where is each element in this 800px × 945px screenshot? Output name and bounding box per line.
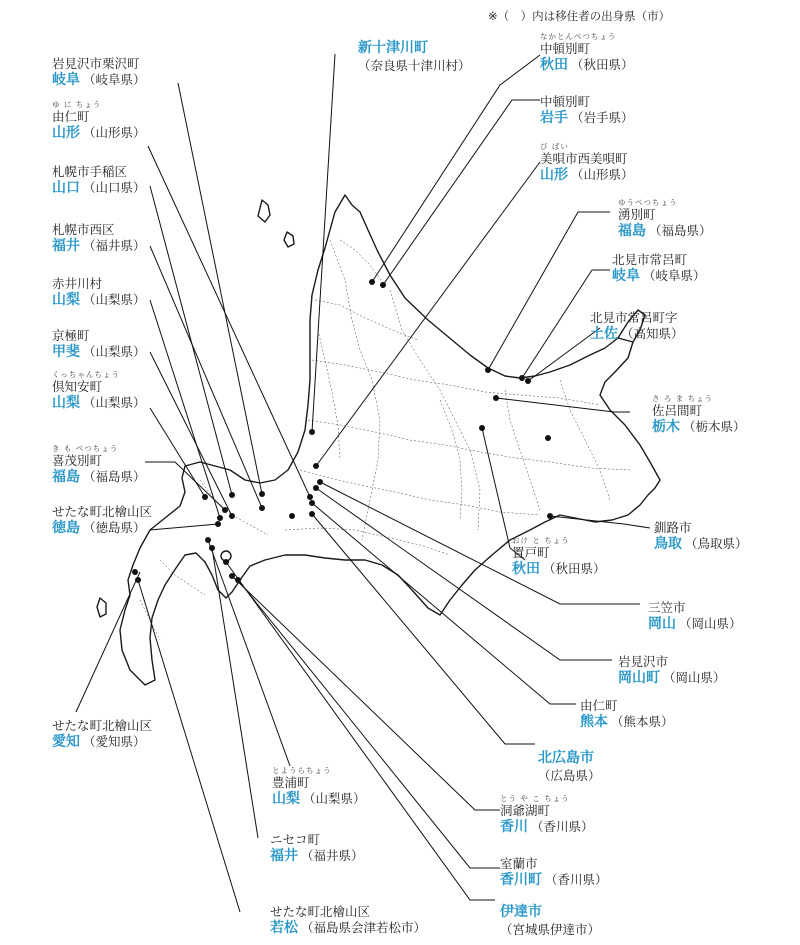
annotation-label <box>52 718 152 751</box>
annotation-label <box>52 56 146 89</box>
origin-detail: （福島県） <box>649 222 712 238</box>
place-name: 岩見沢市栗沢町 <box>52 56 140 71</box>
place-name: せたな町北檜山区 <box>270 904 371 919</box>
annotation-label <box>52 444 146 486</box>
origin-detail: （山梨県） <box>83 343 146 359</box>
origin-detail: （山形県） <box>83 124 146 140</box>
origin-detail: （香川県） <box>545 871 608 887</box>
annotation-label <box>52 100 146 142</box>
origin-detail: （奈良県十津川村） <box>358 57 471 73</box>
origin-highlight: 福島 <box>52 468 80 485</box>
origin-highlight: 山梨 <box>272 790 300 807</box>
origin-highlight: 秋田 <box>540 56 568 73</box>
origin-detail: （岩手県） <box>571 109 634 125</box>
origin-highlight: 山梨 <box>52 394 80 411</box>
annotation-label <box>358 40 471 73</box>
place-name: ニセコ町 <box>270 832 321 847</box>
annotation-label <box>500 856 608 889</box>
furigana: とようらちょう <box>272 766 332 775</box>
origin-detail: （山口県） <box>83 179 146 195</box>
origin-highlight: 山口 <box>52 179 80 196</box>
place-name: 倶知安町 <box>52 379 103 394</box>
place-name: 湧別町 <box>618 207 656 222</box>
furigana: おけ と ちょう <box>512 536 570 545</box>
annotation-label <box>52 504 152 537</box>
origin-detail: （岐阜県） <box>83 71 146 87</box>
place-name: 岩見沢市 <box>618 654 669 669</box>
origin-highlight: 山形 <box>540 166 568 183</box>
annotation-label <box>540 32 634 74</box>
annotation-label <box>52 328 146 361</box>
annotation-label <box>52 222 146 255</box>
origin-highlight: 若松 <box>270 919 298 936</box>
origin-detail: （鳥取県） <box>685 535 748 551</box>
annotation-label <box>612 252 706 285</box>
origin-detail: （岐阜県） <box>643 267 706 283</box>
origin-highlight: 福島 <box>618 222 646 239</box>
place-name: 三笠市 <box>648 600 686 615</box>
origin-detail: （山形県） <box>571 166 634 182</box>
origin-highlight: 山形 <box>52 124 80 141</box>
place-name: 京極町 <box>52 328 90 343</box>
legend-note: ※（ ）内は移住者の出身県（市） <box>488 9 671 23</box>
origin-detail: （福井県） <box>83 237 146 253</box>
place-name: 北見市常呂町字 <box>590 310 678 325</box>
origin-highlight: 福井 <box>270 847 298 864</box>
origin-detail: （山梨県） <box>83 394 146 410</box>
place-name: 赤井川村 <box>52 276 103 291</box>
origin-highlight: 香川 <box>500 818 528 835</box>
origin-highlight: 北広島市 <box>538 750 594 766</box>
origin-detail: （栃木県） <box>683 418 746 434</box>
place-name: 豊浦町 <box>272 775 310 790</box>
annotation-label <box>654 520 748 553</box>
annotation-label <box>52 276 146 309</box>
origin-detail: （福島県） <box>83 468 146 484</box>
origin-highlight: 岡山 <box>648 615 676 632</box>
furigana: さ ろ ま ちょう <box>652 394 714 403</box>
annotation-label <box>272 766 366 808</box>
origin-detail: （高知県） <box>621 325 684 341</box>
annotation-label <box>52 164 146 197</box>
annotation-label <box>540 94 634 127</box>
origin-highlight: 甲斐 <box>52 343 80 360</box>
origin-highlight: 新十津川町 <box>358 40 428 56</box>
annotation-label <box>618 654 726 687</box>
origin-highlight: 徳島 <box>52 519 80 536</box>
origin-detail: （岡山県） <box>663 669 726 685</box>
annotation-label <box>52 370 146 412</box>
origin-detail: （広島県） <box>538 767 601 783</box>
place-name: 釧路市 <box>654 520 692 535</box>
place-name: 喜茂別町 <box>52 453 103 468</box>
place-name: 中頓別町 <box>540 41 591 56</box>
origin-detail: （宮城県伊達市） <box>500 921 601 937</box>
origin-detail: （山梨県） <box>303 790 366 806</box>
annotation-label <box>540 142 634 184</box>
origin-highlight: 岐阜 <box>612 267 640 284</box>
origin-highlight: 岩手 <box>540 109 568 126</box>
place-name: 美唄市西美唄町 <box>540 151 628 166</box>
place-name: 室蘭市 <box>500 856 538 871</box>
furigana: び ばい <box>540 142 569 151</box>
origin-highlight: 山梨 <box>52 291 80 308</box>
place-name: 札幌市西区 <box>52 222 115 237</box>
origin-highlight: 岐阜 <box>52 71 80 88</box>
origin-highlight: 熊本 <box>580 713 608 730</box>
origin-detail: （山梨県） <box>83 291 146 307</box>
place-name: せたな町北檜山区 <box>52 504 153 519</box>
furigana: くっちゃんちょう <box>52 370 120 379</box>
place-name: 由仁町 <box>580 698 618 713</box>
origin-detail: （徳島県） <box>83 519 146 535</box>
annotation-label <box>270 904 426 937</box>
furigana: ゆ に ちょう <box>52 100 102 109</box>
origin-detail: （福島県会津若松市） <box>301 919 427 935</box>
origin-highlight: 伊達市 <box>500 904 542 920</box>
annotation-label <box>618 198 712 240</box>
offshore-island <box>284 232 294 247</box>
place-name: 札幌市手稲区 <box>52 164 128 179</box>
offshore-island <box>258 200 270 222</box>
furigana: ゆうべつちょう <box>618 198 678 207</box>
origin-highlight: 土佐 <box>590 325 618 342</box>
origin-highlight: 鳥取 <box>654 535 682 552</box>
origin-highlight: 福井 <box>52 237 80 254</box>
furigana: とう や こ ちょう <box>500 794 570 803</box>
annotation-label <box>270 832 364 865</box>
offshore-island <box>97 598 106 617</box>
place-name: 中頓別町 <box>540 94 591 109</box>
origin-highlight: 秋田 <box>512 560 540 577</box>
origin-detail: （秋田県） <box>543 560 606 576</box>
place-name: 北見市常呂町 <box>612 252 688 267</box>
furigana: なかとんべつちょう <box>540 32 617 41</box>
place-name: 由仁町 <box>52 109 90 124</box>
annotation-label <box>590 310 684 343</box>
origin-detail: （香川県） <box>531 818 594 834</box>
place-name: せたな町北檜山区 <box>52 718 153 733</box>
place-name: 洞爺湖町 <box>500 803 551 818</box>
place-name: 佐呂間町 <box>652 403 703 418</box>
origin-detail: （熊本県） <box>611 713 674 729</box>
annotation-label <box>648 600 742 633</box>
place-name: 置戸町 <box>512 545 550 560</box>
annotation-label <box>512 536 606 578</box>
annotation-label <box>580 698 674 731</box>
furigana: き も べつちょう <box>52 444 119 453</box>
origin-highlight: 岡山町 <box>618 669 660 686</box>
origin-detail: （秋田県） <box>571 56 634 72</box>
annotation-label <box>538 750 601 783</box>
annotation-label <box>500 904 600 937</box>
hokkaido-coastline <box>120 195 660 685</box>
origin-detail: （福井県） <box>301 847 364 863</box>
origin-detail: （愛知県） <box>83 733 146 749</box>
annotation-label <box>652 394 746 436</box>
origin-highlight: 愛知 <box>52 733 80 750</box>
origin-highlight: 香川町 <box>500 871 542 888</box>
origin-highlight: 栃木 <box>652 418 680 435</box>
origin-detail: （岡山県） <box>679 615 742 631</box>
annotation-label <box>500 794 594 836</box>
